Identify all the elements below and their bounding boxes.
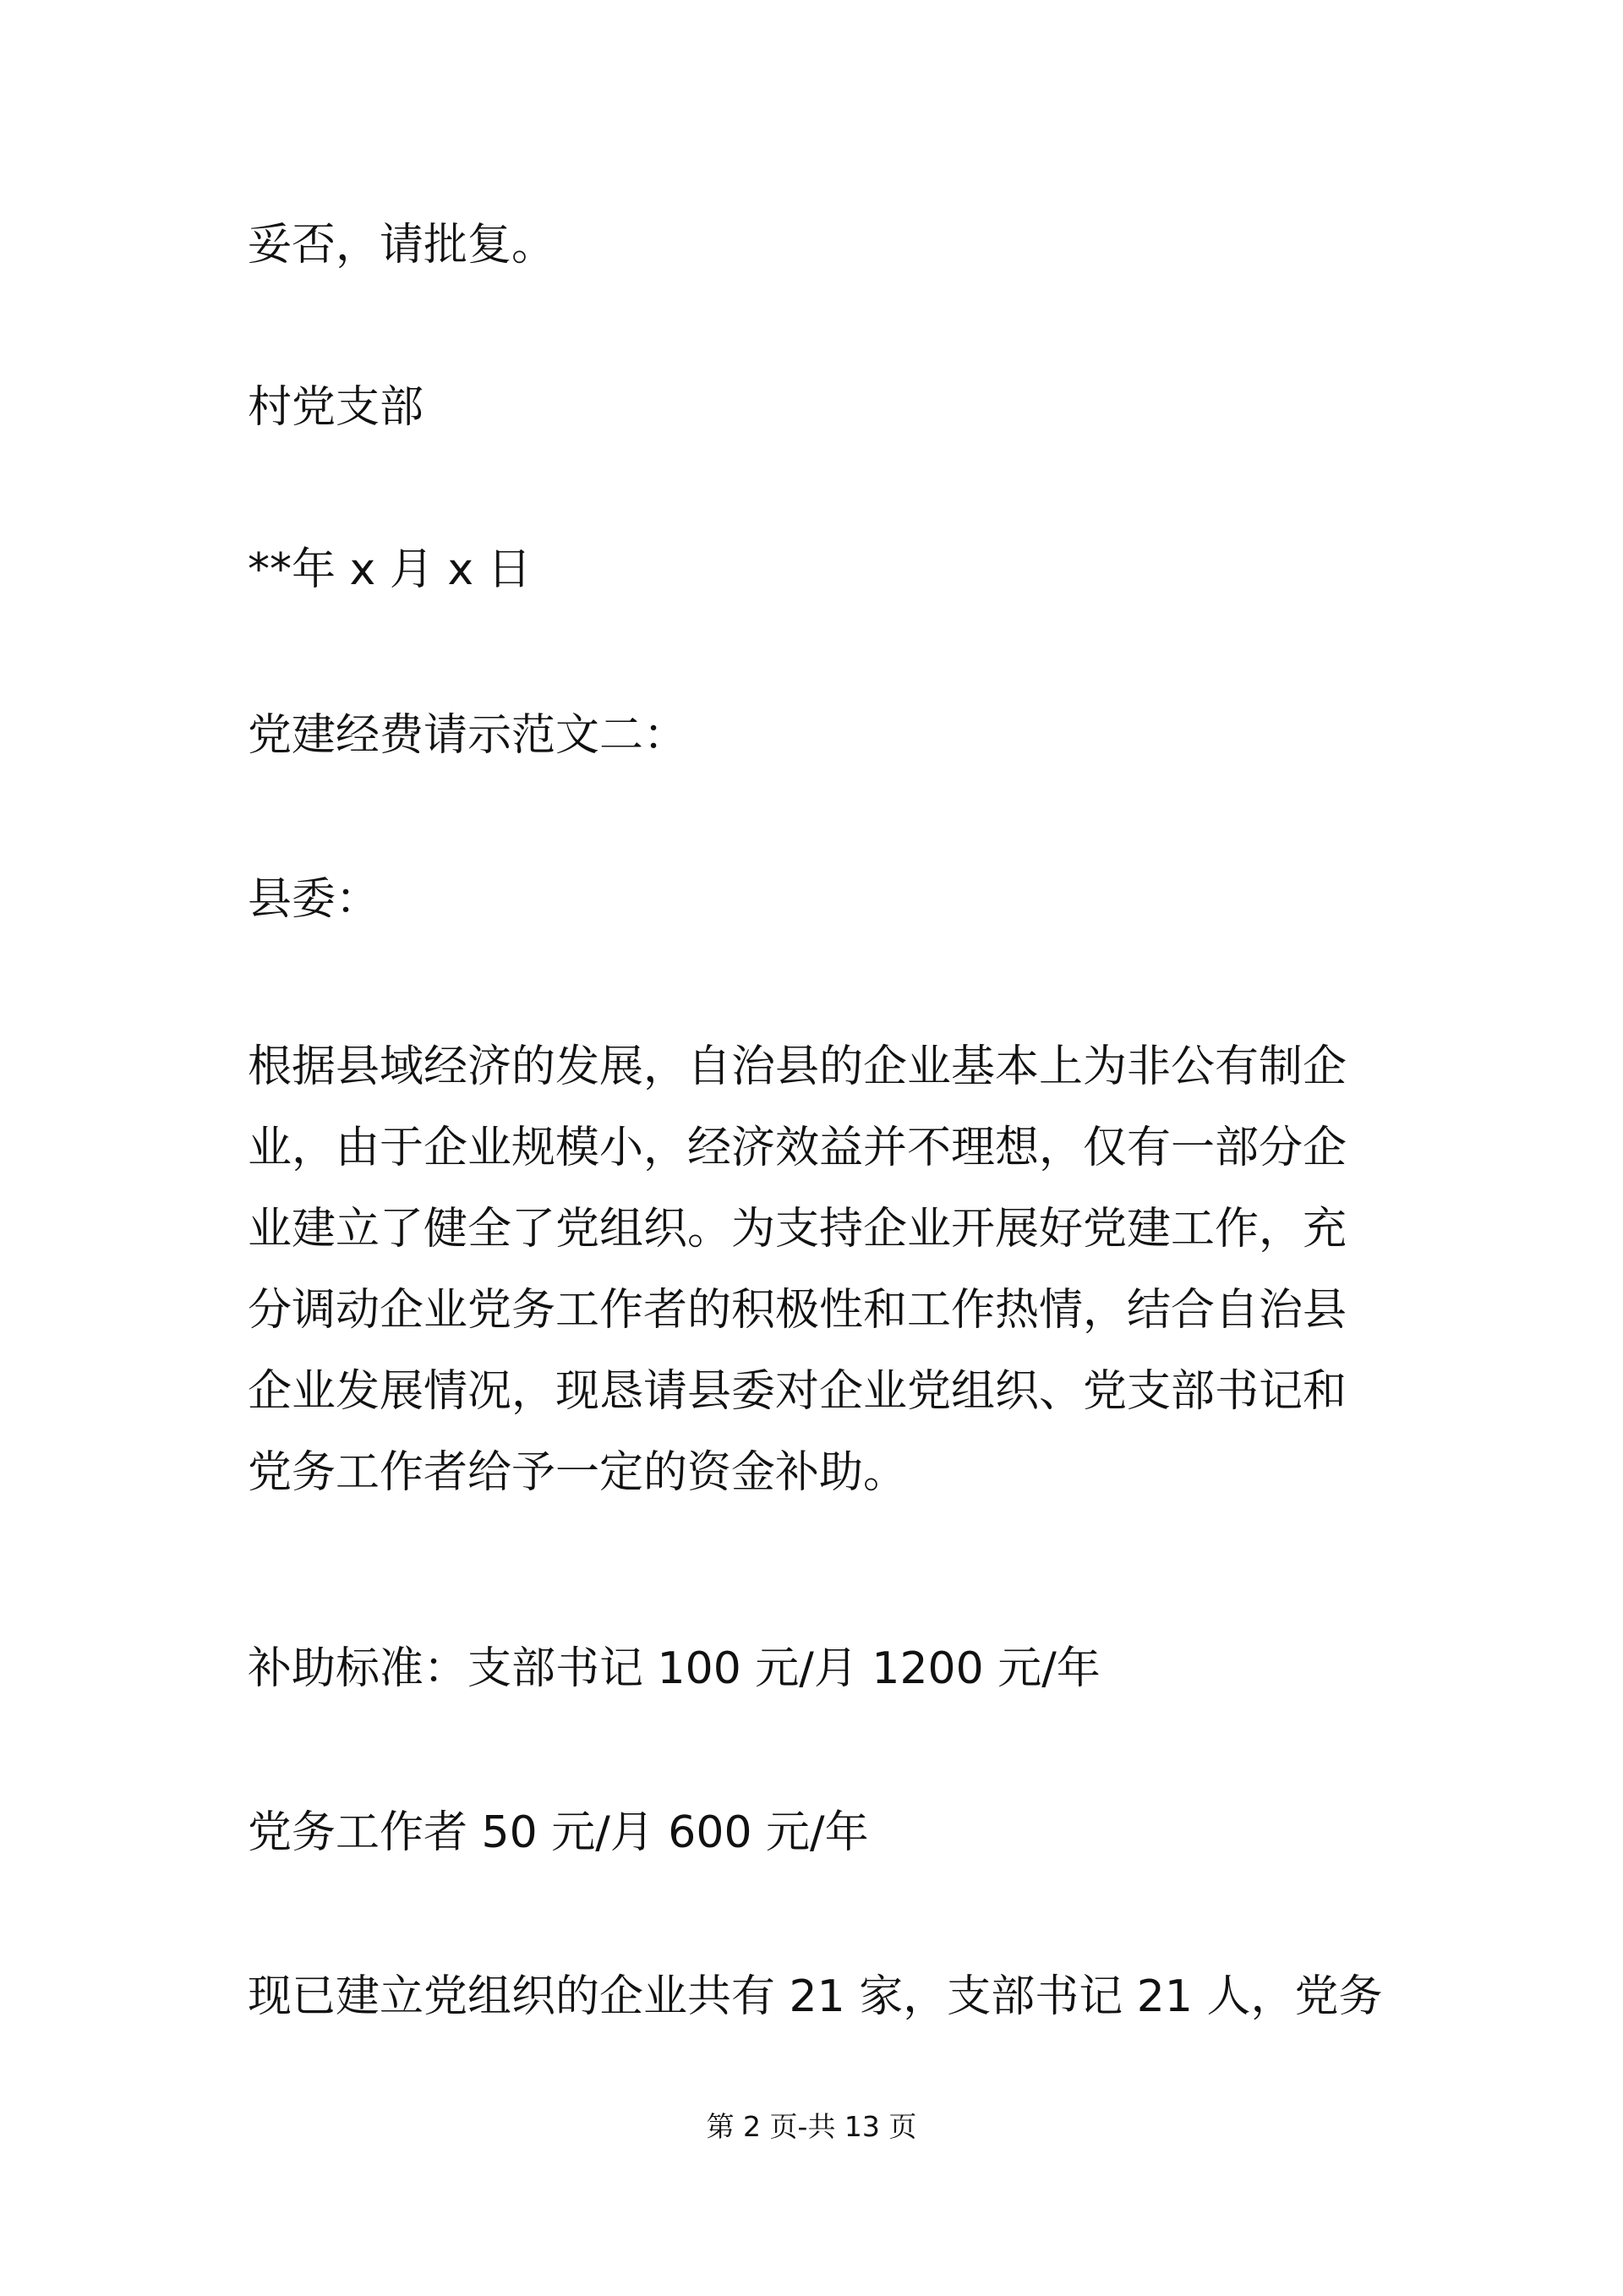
date-line: **年 x 月 x 日 [248, 544, 532, 595]
subsidy-standard-line: 补助标准：支部书记 100 元/月 1200 元/年 [248, 1643, 1101, 1694]
paragraph-line: 党务工作者给予一定的资金补助。 [248, 1447, 908, 1498]
section-title: 党建经费请示范文二： [248, 710, 688, 761]
paragraph-line: 企业发展情况，现恳请县委对企业党组织、党支部书记和 [248, 1366, 1347, 1417]
paragraph-line: 业建立了健全了党组织。为支持企业开展好党建工作，充 [248, 1204, 1347, 1255]
recipient-line: 县委： [248, 874, 380, 925]
enterprise-count-line: 现已建立党组织的企业共有 21 家，支部书记 21 人，党务 [248, 1971, 1383, 2022]
paragraph-line: 业，由于企业规模小，经济效益并不理想，仅有一部分企 [248, 1123, 1347, 1173]
page-footer: 第 2 页-共 13 页 [706, 2110, 917, 2143]
paragraph-line: 根据县域经济的发展，自治县的企业基本上为非公有制企 [248, 1041, 1347, 1092]
party-worker-standard-line: 党务工作者 50 元/月 600 元/年 [248, 1807, 869, 1858]
body-paragraph [248, 1026, 1397, 1513]
approval-request-line: 妥否，请批复。 [248, 220, 556, 271]
paragraph-line: 分调动企业党务工作者的积极性和工作热情，结合自治县 [248, 1285, 1347, 1336]
sender-line: 村党支部 [248, 382, 424, 433]
